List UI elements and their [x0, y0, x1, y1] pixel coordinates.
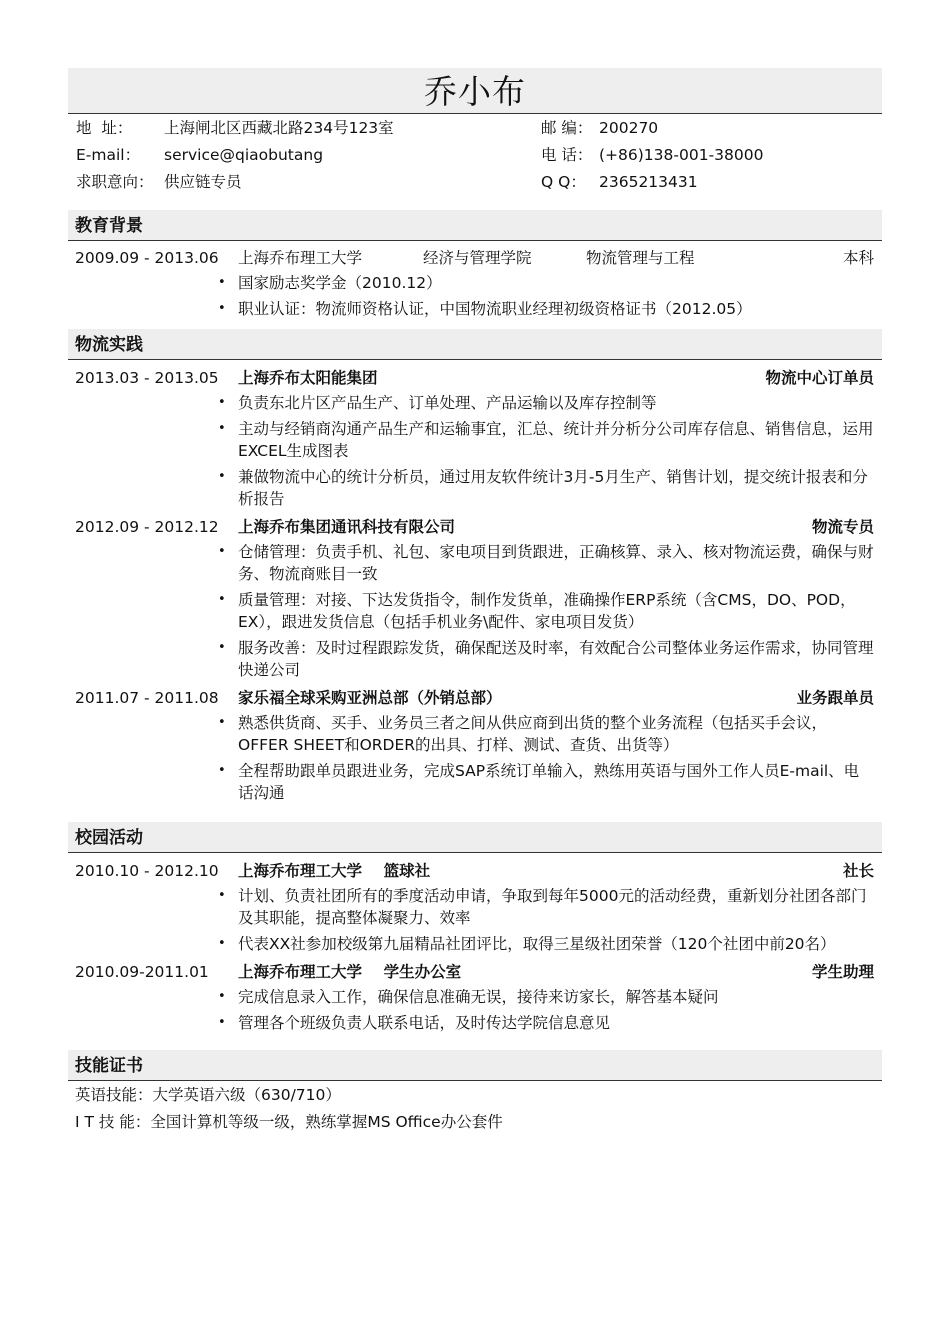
education-school: 上海乔布理工大学 — [238, 249, 363, 267]
education-major: 物流管理与工程 — [586, 249, 695, 267]
contact-row-intent — [68, 169, 882, 196]
practice-entry — [68, 365, 882, 510]
campus-entry — [68, 858, 882, 955]
list-item: • 仓储管理：负责手机、礼包、家电项目到货跟进，正确核算、录入、核对物流运费，确保与财务、物流商账目一致 — [218, 543, 874, 583]
list-item: • 兼做物流中心的统计分析员，通过用友软件统计3月-5月生产、销售计划，提交统计报表和分析报告 — [218, 468, 868, 508]
list-item: • 职业认证：物流师资格认证，中国物流职业经理初级资格证书（2012.05） — [218, 300, 752, 318]
contact-row-email — [68, 142, 882, 169]
entry-role: 学生助理 — [811, 963, 874, 981]
zip-label: 邮 编： — [541, 119, 593, 137]
campus-entries — [68, 853, 882, 1034]
section-campus-title: 校园活动 — [68, 822, 882, 853]
entry-bullets — [68, 712, 882, 804]
entry-date: 2010.10 - 2012.10 — [75, 862, 219, 880]
qq-value: 2365213431 — [599, 173, 698, 191]
phone-label: 电 话： — [541, 146, 593, 164]
list-item: • 代表XX社参加校级第九届精品社团评比，取得三星级社团荣誉（120个社团中前20名） — [218, 935, 836, 953]
practice-entry-header — [68, 514, 882, 541]
practice-entry-header — [68, 365, 882, 392]
list-item: • 国家励志奖学金（2010.12） — [218, 274, 442, 292]
entry-bullets — [68, 541, 882, 681]
campus-entry-header — [68, 959, 882, 986]
entry-org: 上海乔布理工大学 学生办公室 — [238, 963, 462, 981]
education-date: 2009.09 - 2013.06 — [75, 249, 219, 267]
campus-entry-header — [68, 858, 882, 885]
list-item: • 管理各个班级负责人联系电话，及时传达学院信息意见 — [218, 1014, 611, 1032]
intent-value: 供应链专员 — [164, 173, 242, 191]
list-item: • 计划、负责社团所有的季度活动申请，争取到每年5000元的活动经费，重新划分社团各部门及其职能，提高整体凝聚力、效率 — [218, 887, 867, 927]
practice-entry-header — [68, 685, 882, 712]
entry-date: 2011.07 - 2011.08 — [75, 689, 219, 707]
campus-entry — [68, 959, 882, 1034]
entry-bullets — [68, 885, 882, 955]
list-item: • 负责东北片区产品生产、订单处理、产品运输以及库存控制等 — [218, 394, 657, 412]
education-college: 经济与管理学院 — [423, 249, 532, 267]
entry-bullets — [68, 986, 882, 1034]
qq-label: Q Q： — [541, 173, 586, 191]
entry-org: 上海乔布理工大学 篮球社 — [238, 862, 431, 880]
address-label: 地 址： — [76, 119, 133, 137]
practice-entries — [68, 360, 882, 804]
entry-date: 2013.03 - 2013.05 — [75, 369, 219, 387]
contact-row-address — [68, 115, 882, 142]
section-practice-title: 物流实践 — [68, 329, 882, 360]
skill-it: I T 技 能：全国计算机等级一级，熟练掌握MS Office办公套件 — [75, 1113, 503, 1131]
email-label: E-mail： — [76, 146, 141, 164]
intent-label: 求职意向： — [76, 173, 154, 191]
resume-page — [68, 68, 882, 1136]
list-item: • 质量管理：对接、下达发货指令，制作发货单，准确操作ERP系统（含CMS，DO、POD，EX），跟进发货信息（包括手机业务\配件、家电项目发货） — [218, 591, 856, 631]
entry-date: 2012.09 - 2012.12 — [75, 518, 219, 536]
list-item: • 服务改善：及时过程跟踪发货，确保配送及时率，有效配合公司整体业务运作需求，协同管理快递公司 — [218, 639, 874, 679]
entry-role: 业务跟单员 — [796, 689, 874, 707]
skills-list — [68, 1081, 882, 1136]
entry-date: 2010.09-2011.01 — [75, 963, 209, 981]
skill-english: 英语技能：大学英语六级（630/710） — [75, 1086, 341, 1104]
section-skills-title: 技能证书 — [68, 1050, 882, 1081]
email-value[interactable]: service@qiaobutang — [164, 146, 324, 164]
candidate-name: 乔小布 — [68, 68, 882, 114]
education-entry — [68, 241, 882, 320]
entry-bullets — [68, 392, 882, 510]
education-bullets — [68, 272, 882, 320]
practice-entry — [68, 514, 882, 681]
education-header — [68, 245, 882, 272]
entry-role: 社长 — [842, 862, 874, 880]
list-item: • 主动与经销商沟通产品生产和运输事宜，汇总、统计并分析分公司库存信息、销售信息，运用EXCEL生成图表 — [218, 420, 874, 460]
entry-org: 上海乔布太阳能集团 — [238, 369, 378, 387]
entry-org: 上海乔布集团通讯科技有限公司 — [238, 518, 456, 536]
contact-block — [68, 114, 882, 210]
practice-entry — [68, 685, 882, 804]
phone-value: (+86)138-001-38000 — [599, 146, 764, 164]
entry-org: 家乐福全球采购亚洲总部（外销总部） — [238, 689, 502, 707]
entry-role: 物流专员 — [811, 518, 874, 536]
list-item: • 全程帮助跟单员跟进业务，完成SAP系统订单输入，熟练用英语与国外工作人员E-mail、电话沟通 — [218, 762, 860, 802]
section-education-title: 教育背景 — [68, 210, 882, 241]
zip-value: 200270 — [599, 119, 659, 137]
entry-role: 物流中心订单员 — [765, 369, 874, 387]
list-item: • 完成信息录入工作，确保信息准确无误，接待来访家长，解答基本疑问 — [218, 988, 719, 1006]
education-degree: 本科 — [842, 249, 874, 267]
list-item: • 熟悉供货商、买手、业务员三者之间从供应商到出货的整个业务流程（包括买手会议，OFFER SHEET和ORDER的出具、打样、测试、查货、出货等） — [218, 714, 828, 754]
address-value: 上海闸北区西藏北路234号123室 — [164, 119, 394, 137]
